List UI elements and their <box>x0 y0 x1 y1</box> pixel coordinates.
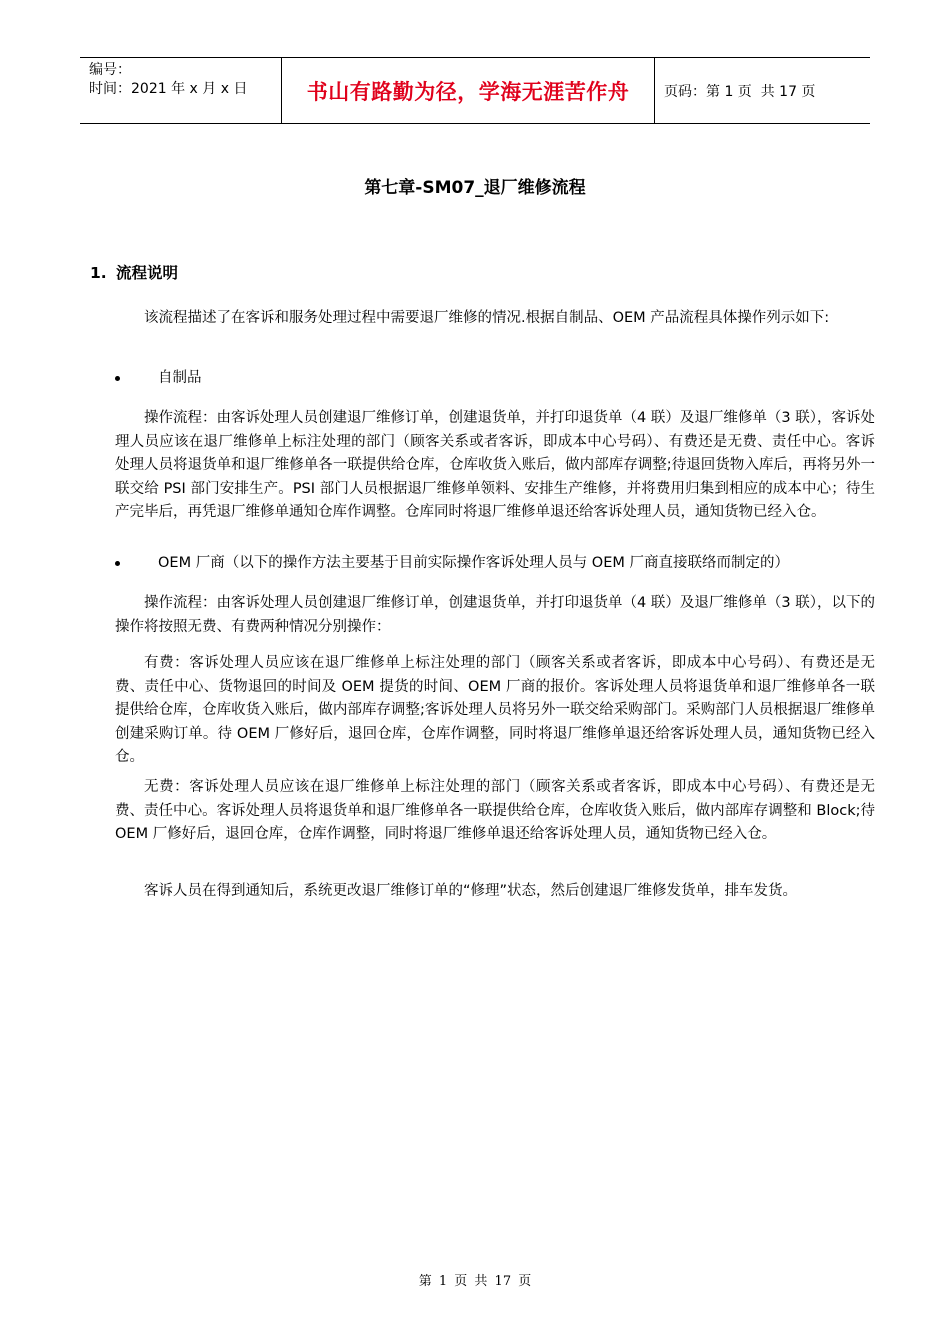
footer-page-number: 第 1 页 共 17 页 <box>418 1274 532 1289</box>
header-page-info-text: 页码：第 1 页 共 17 页 <box>664 83 816 100</box>
section-number: 1. <box>90 264 107 282</box>
section-title: 流程说明 <box>116 264 179 282</box>
bullet-label: 自制品 <box>158 370 202 386</box>
free-paragraph: 无费：客诉处理人员应该在退厂维修单上标注处理的部门（顾客关系或者客诉，即成本中心号码）、有费还是无费、责任中心。客诉处理人员将退货单和退厂维修单各一联提供给仓库，仓库收货入账后，做内部库存调整和 Block;待 OEM 厂修好后，退回仓库，仓库作调整，同时将退厂维修单退还给客诉处理人员，通知货物已经入仓。 <box>115 779 875 842</box>
header-meta <box>80 58 281 123</box>
page-footer <box>0 1270 950 1289</box>
page-header <box>80 57 870 124</box>
oem-process-paragraph: 操作流程：由客诉处理人员创建退厂维修订单，创建退货单，并打印退货单（4 联）及退厂维修单（3 联），以下的操作将按照无费、有费两种情况分别操作： <box>115 595 875 635</box>
serial-number-label: 编号： <box>89 62 131 78</box>
bullet-icon <box>115 376 120 381</box>
header-page-info <box>655 58 870 123</box>
chapter-title: 第七章-SM07_退厂维修流程 <box>364 178 586 198</box>
bullet-label: OEM 厂商（以下的操作方法主要基于目前实际操作客诉处理人员与 OEM 厂商直接联络而制定的） <box>158 555 789 571</box>
self-made-process-paragraph: 操作流程：由客诉处理人员创建退厂维修订单，创建退货单，并打印退货单（4 联）及退厂维修单（3 联），客诉处理人员应该在退厂维修单上标注处理的部门（顾客关系或者客诉，即成本中心号码）、有费还是无费、责任中心。客诉处理人员将退货单和退厂维修单各一联提供给仓库，仓库收货入账后，做内部库存调整;待退回货物入库后，再将另外一联交给 PSI 部门安排生产。PSI 部门人员根据退厂维修单领料、安排生产维修，并将费用归集到相应的成本中心；待生产完毕后，再凭退厂维修单通知仓库作调整。仓库同时将退厂维修单退还给客诉处理人员，通知货物已经入仓。 <box>115 410 875 520</box>
header-motto: 书山有路勤为径，学海无涯苦作舟 <box>281 58 655 123</box>
closing-paragraph: 客诉人员在得到通知后，系统更改退厂维修订单的“修理”状态，然后创建退厂维修发货单，排车发货。 <box>144 883 798 899</box>
section-heading <box>90 261 178 283</box>
intro-paragraph: 该流程描述了在客诉和服务处理过程中需要退厂维修的情况.根据自制品、OEM 产品流程具体操作列示如下: <box>144 310 830 326</box>
bullet-icon <box>115 561 120 566</box>
paid-paragraph: 有费：客诉处理人员应该在退厂维修单上标注处理的部门（顾客关系或者客诉，即成本中心号码）、有费还是无费、责任中心、货物退回的时间及 OEM 提货的时间、OEM 厂商的报价。客诉处理人员将退货单和退厂维修单各一联提供给仓库，仓库收货入账后，做内部库存调整;客诉处理人员将另外一联交给采购部门。采购部门人员根据退厂维修单创建采购订单。待 OEM 厂修好后，退回仓库，仓库作调整，同时将退厂维修单退还给客诉处理人员，通知货物已经入仓。 <box>115 655 875 765</box>
date-label: 时间：2021 年 x 月 x 日 <box>89 81 248 97</box>
